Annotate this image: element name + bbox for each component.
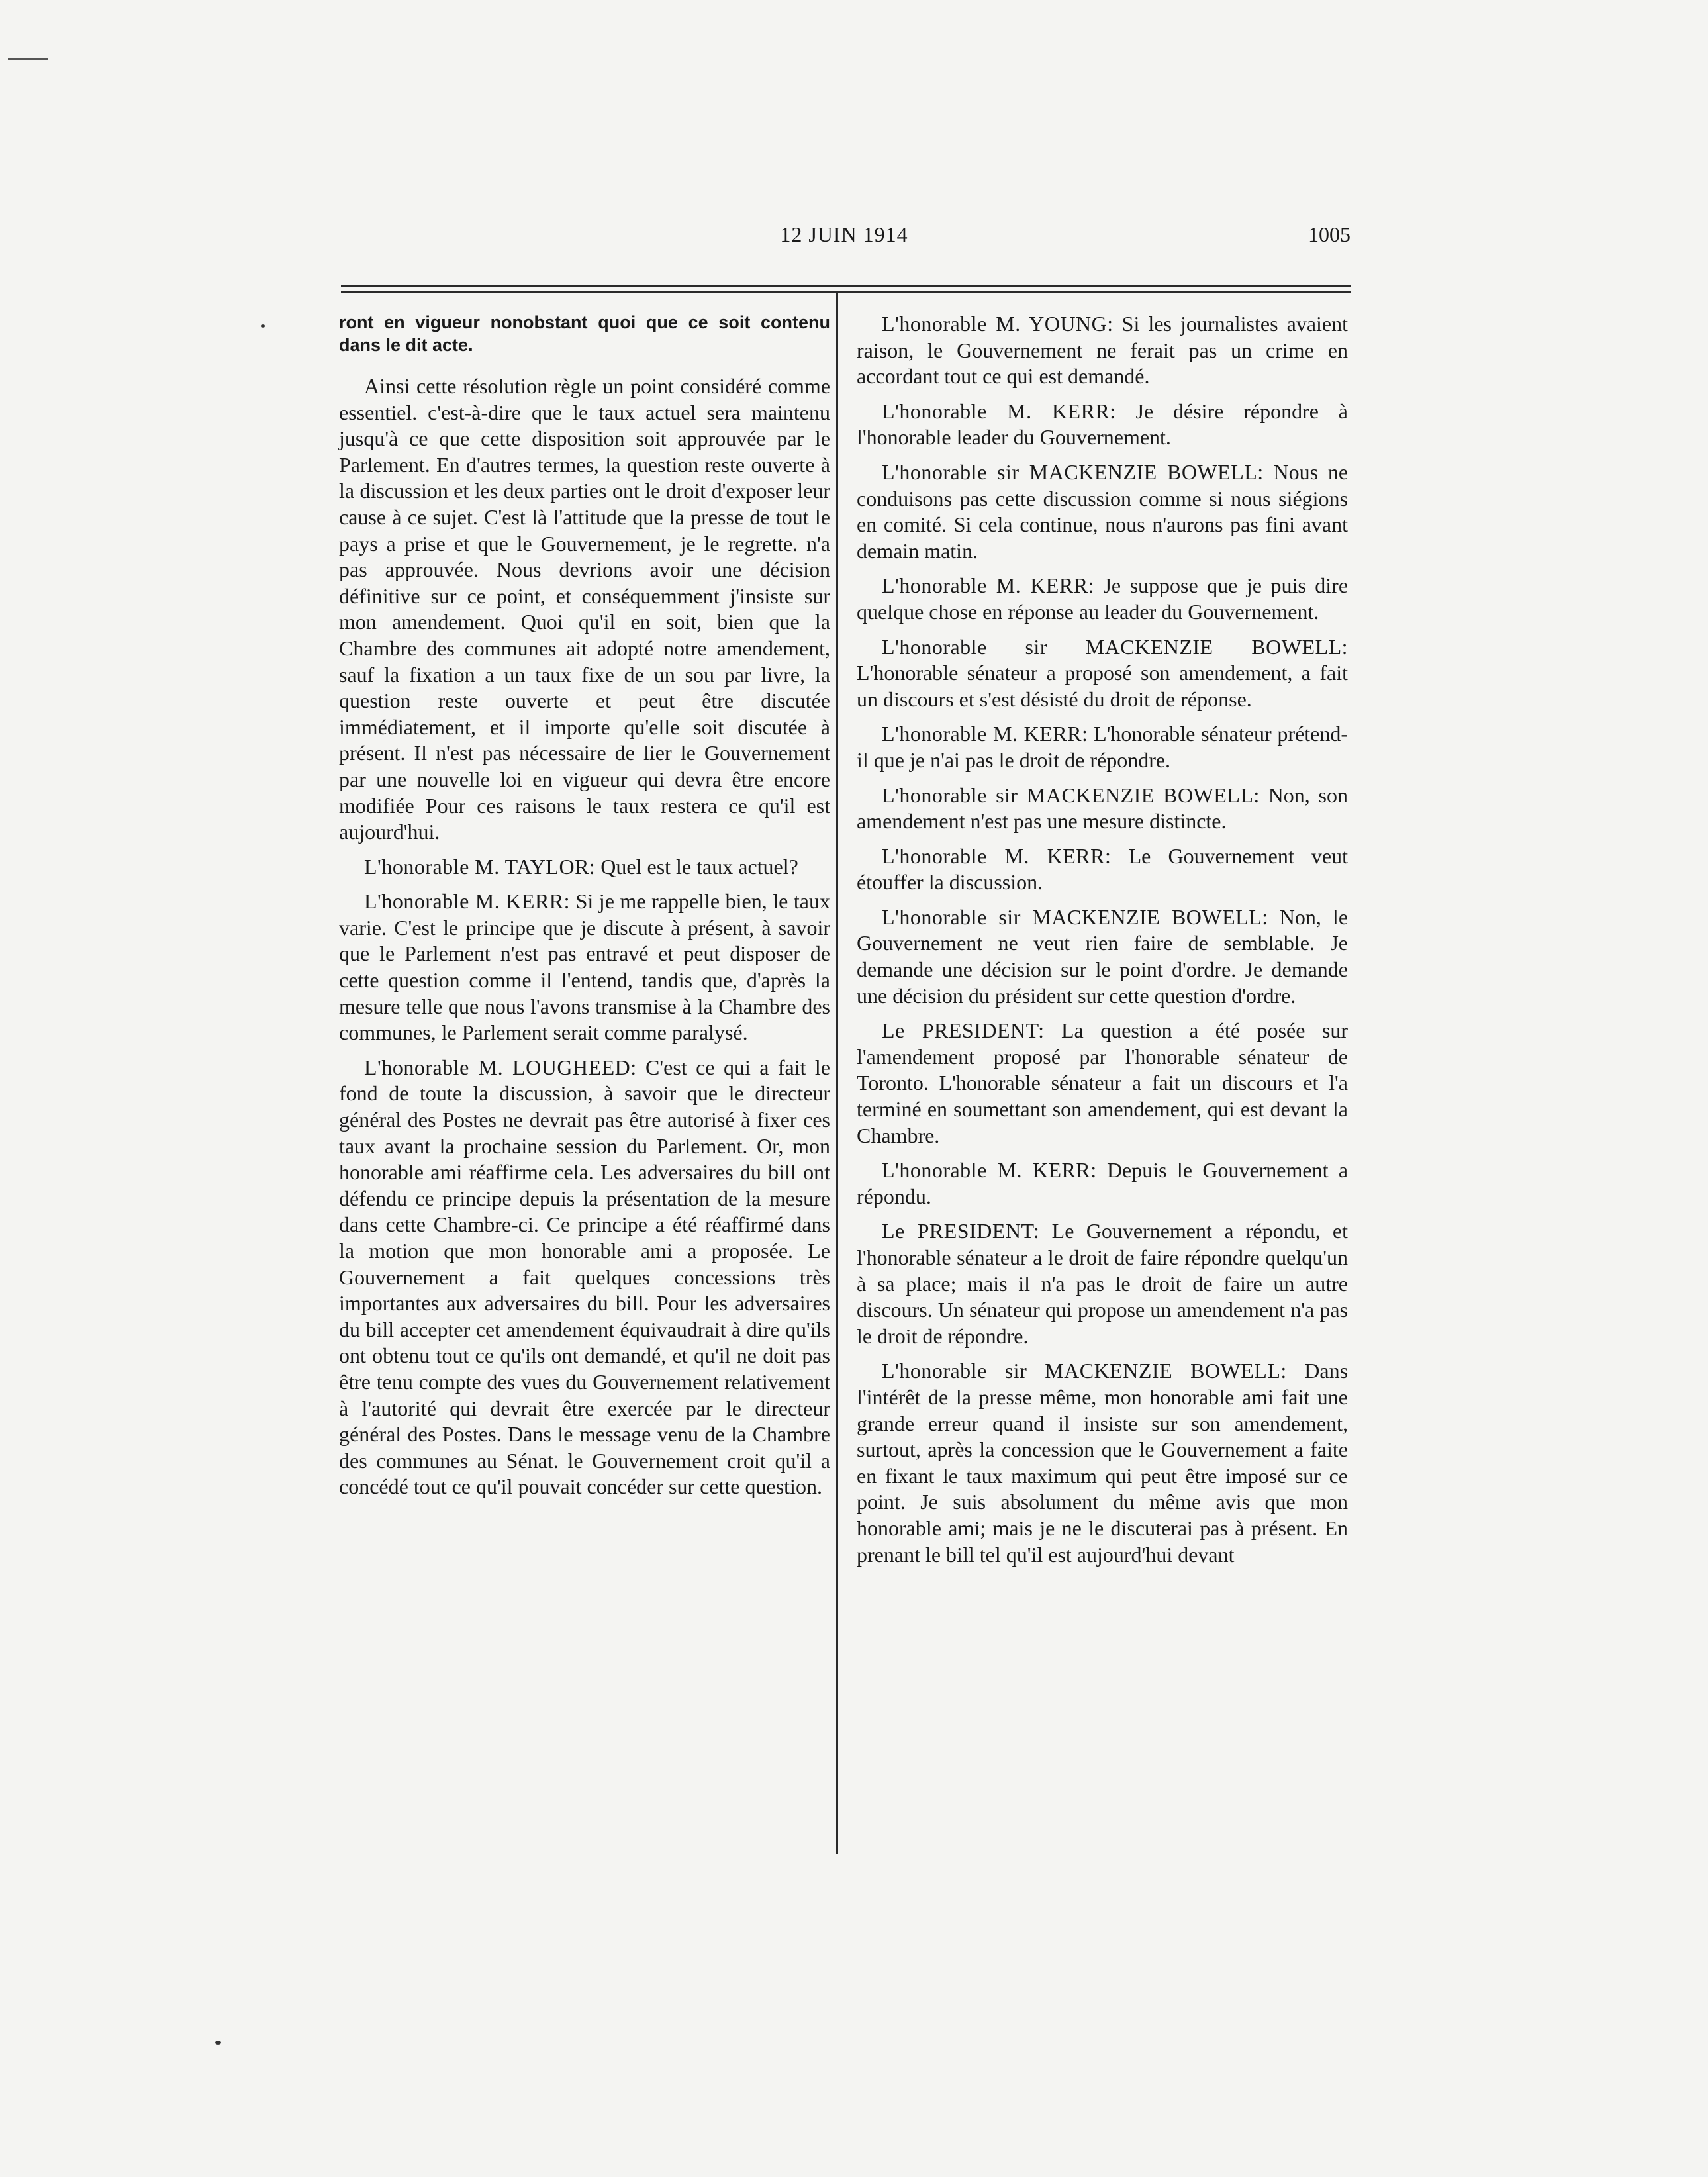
speaker-name: L'honorable M. KERR: (882, 844, 1112, 868)
right-column (857, 311, 1348, 1576)
paragraph (857, 311, 1348, 390)
print-speck (261, 324, 265, 328)
page-header (338, 222, 1351, 262)
paragraph (339, 311, 830, 356)
paragraph (857, 1358, 1348, 1568)
speaker-name: L'honorable sir MACKENZIE BOWELL: (882, 1359, 1287, 1383)
paragraph-text: Non, son amendement n'est pas une mesure distincte. (857, 783, 1348, 834)
paragraph-text: Le Gouvernement veut étouffer la discussion. (857, 844, 1349, 895)
paragraph-text: Quel est le taux actuel? (600, 854, 798, 879)
paragraph (857, 399, 1348, 451)
paragraph-text: Le Gouvernement a répondu, et l'honorable sénateur a le droit de faire répondre quelqu'un à sa place; mais il n'a pas le droit de faire un autre discours. Un sénateur qui propose un amendement n'a pas le droit de répondre. (857, 1219, 1349, 1348)
paragraph (339, 373, 830, 846)
speaker-name: L'honorable sir MACKENZIE BOWELL: (882, 460, 1264, 484)
speaker-name: L'honorable M. TAYLOR: (364, 854, 596, 879)
paragraph-text: Dans l'intérêt de la presse même, mon honorable ami fait une grande erreur quand il insiste sur son amendement, surtout, après la concession que le Gouvernement a faite en fixant le taux maximum qui peut être imposé sur ce point. Je suis absolument du même avis que mon honorable ami; mais je ne le discuterai pas à présent. En prenant le bill tel qu'il est aujourd'hui devant (857, 1359, 1349, 1567)
speaker-name: L'honorable M. KERR: (882, 573, 1094, 598)
paragraph-text: Depuis le Gouvernement a répondu. (857, 1158, 1349, 1208)
paragraph (857, 1157, 1348, 1210)
speaker-name: L'honorable M. KERR: (882, 399, 1116, 423)
print-speck (215, 2041, 221, 2045)
paragraph-text: ront en vigueur nonobstant quoi que ce soit contenu dans le dit acte. (339, 313, 830, 355)
speaker-name: L'honorable sir MACKENZIE BOWELL: (882, 783, 1260, 807)
speaker-name: L'honorable M. KERR: (882, 722, 1088, 746)
paragraph (857, 573, 1348, 625)
paragraph (857, 634, 1348, 713)
paragraph-text: Si je me rappelle bien, le taux varie. C'est le principe que je discute à présent, à savoir que le Parlement n'est pas entravé et peut disposer de cette question comme il l'entend, tandis que, d'après la mesure telle que nous l'avons transmise à la Chambre des communes, le Parlement serait comme paralysé. (339, 889, 831, 1045)
paragraph-text: L'honorable sénateur prétend-il que je n'ai pas le droit de répondre. (857, 722, 1349, 772)
paragraph (857, 460, 1348, 564)
paragraph-text: C'est ce qui a fait le fond de toute la discussion, à savoir que le directeur général des Postes ne devrait pas être autorisé à fixer ces taux avant la prochaine session du Parlement. Or, mon honorable ami réaffirme cela. Les adversaires du bill ont défendu ce principe depuis la présentation de la mesure dans cette Chambre-ci. Ce principe a été réaffirmé dans la motion que mon honorable ami a proposée. Le Gouvernement a fait quelques concessions très importantes aux adversaires du bill. Pour les adversaires du bill accepter cet amendement équivaudrait à dire qu'ils ont obtenu tout ce qu'ils ont demandé, et qu'il ne doit pas être tenu compte des vues du Gouvernement relativement à l'autorité qui devrait être exercée par le directeur général des Postes. Dans le message venu de la Chambre des communes au Sénat. le Gouvernement croit qu'il a concédé tout ce qu'il pouvait concéder sur cette question. (339, 1055, 831, 1499)
speaker-name: Le PRESIDENT: (882, 1018, 1045, 1043)
paragraph-text: Je suppose que je puis dire quelque chose en réponse au leader du Gouvernement. (857, 573, 1349, 624)
page-number: 1005 (1308, 222, 1351, 246)
paragraph-text: Ainsi cette résolution règle un point considéré comme essentiel. c'est-à-dire que le taux actuel sera maintenu jusqu'à ce que cette disposition soit approuvée par le Parlement. En d'autres termes, la question reste ouverte à la discussion et les deux parties ont le droit d'exposer leur cause à ce sujet. C'est là l'attitude que la presse de tout le pays a prise et que le Gouvernement, je le regrette. n'a pas approuvée. Nous devrions avoir une décision définitive sur ce point, et conséquemment j'insiste sur mon amendement. Quoi qu'il en soit, bien que la Chambre des communes ait adopté notre amendement, sauf la fixation a un taux fixe de un sou par livre, la question reste ouverte et peut être discutée immédiatement, et il importe qu'elle soit discutée à présent. Il n'est pas nécessaire de lier le Gouvernement par une nouvelle loi en vigueur qui devra être encore modifiée Pour ces raisons le taux restera ce qu'il est aujourd'hui. (339, 374, 830, 844)
speaker-name: L'honorable M. LOUGHEED: (364, 1055, 637, 1079)
speaker-name: Le PRESIDENT: (882, 1219, 1040, 1243)
paragraph (339, 854, 830, 881)
paragraph-text: La question a été posée sur l'amendement proposé par l'honorable sénateur de Toronto. L'honorable sénateur a fait un discours et l'a terminé en soumettant son amendement, qui est devant la Chambre. (857, 1018, 1349, 1147)
paragraph-text: Si les journalistes avaient raison, le Gouvernement ne ferait pas un crime en accordant tout ce qui est demandé. (857, 312, 1348, 389)
left-column (339, 311, 830, 1509)
paragraph (857, 1218, 1348, 1349)
paragraph (857, 721, 1348, 773)
paragraph-text: Non, le Gouvernement ne veut rien faire de semblable. Je demande une décision sur le point d'ordre. Je demande une décision du président sur cette question d'ordre. (857, 904, 1349, 1008)
speaker-name: L'honorable M. KERR: (882, 1158, 1097, 1183)
paragraph (857, 904, 1348, 1009)
paragraph (339, 1055, 830, 1500)
page-edge-mark (8, 58, 48, 60)
paragraph (857, 1018, 1348, 1149)
paragraph (857, 783, 1348, 835)
speaker-name: L'honorable sir MACKENZIE BOWELL: (882, 634, 1348, 659)
speaker-name: L'honorable M. KERR: (364, 889, 571, 914)
paragraph-text: Nous ne conduisons pas cette discussion comme si nous siégions en comité. Si cela continue, nous n'aurons pas fini avant demain matin. (857, 460, 1349, 563)
paragraph (339, 889, 830, 1046)
paragraph-text: L'honorable sénateur a proposé son amendement, a fait un discours et s'est désisté du droit de réponse. (857, 661, 1348, 711)
column-divider (836, 291, 838, 1854)
header-date: 12 JUIN 1914 (780, 222, 908, 246)
speaker-name: L'honorable sir MACKENZIE BOWELL: (882, 904, 1268, 929)
paragraph-text: Je désire répondre à l'honorable leader du Gouvernement. (857, 399, 1348, 450)
header-rule-top (341, 285, 1351, 287)
paragraph (857, 844, 1348, 896)
header-rule-bottom (341, 291, 1351, 293)
speaker-name: L'honorable M. YOUNG: (882, 312, 1114, 336)
